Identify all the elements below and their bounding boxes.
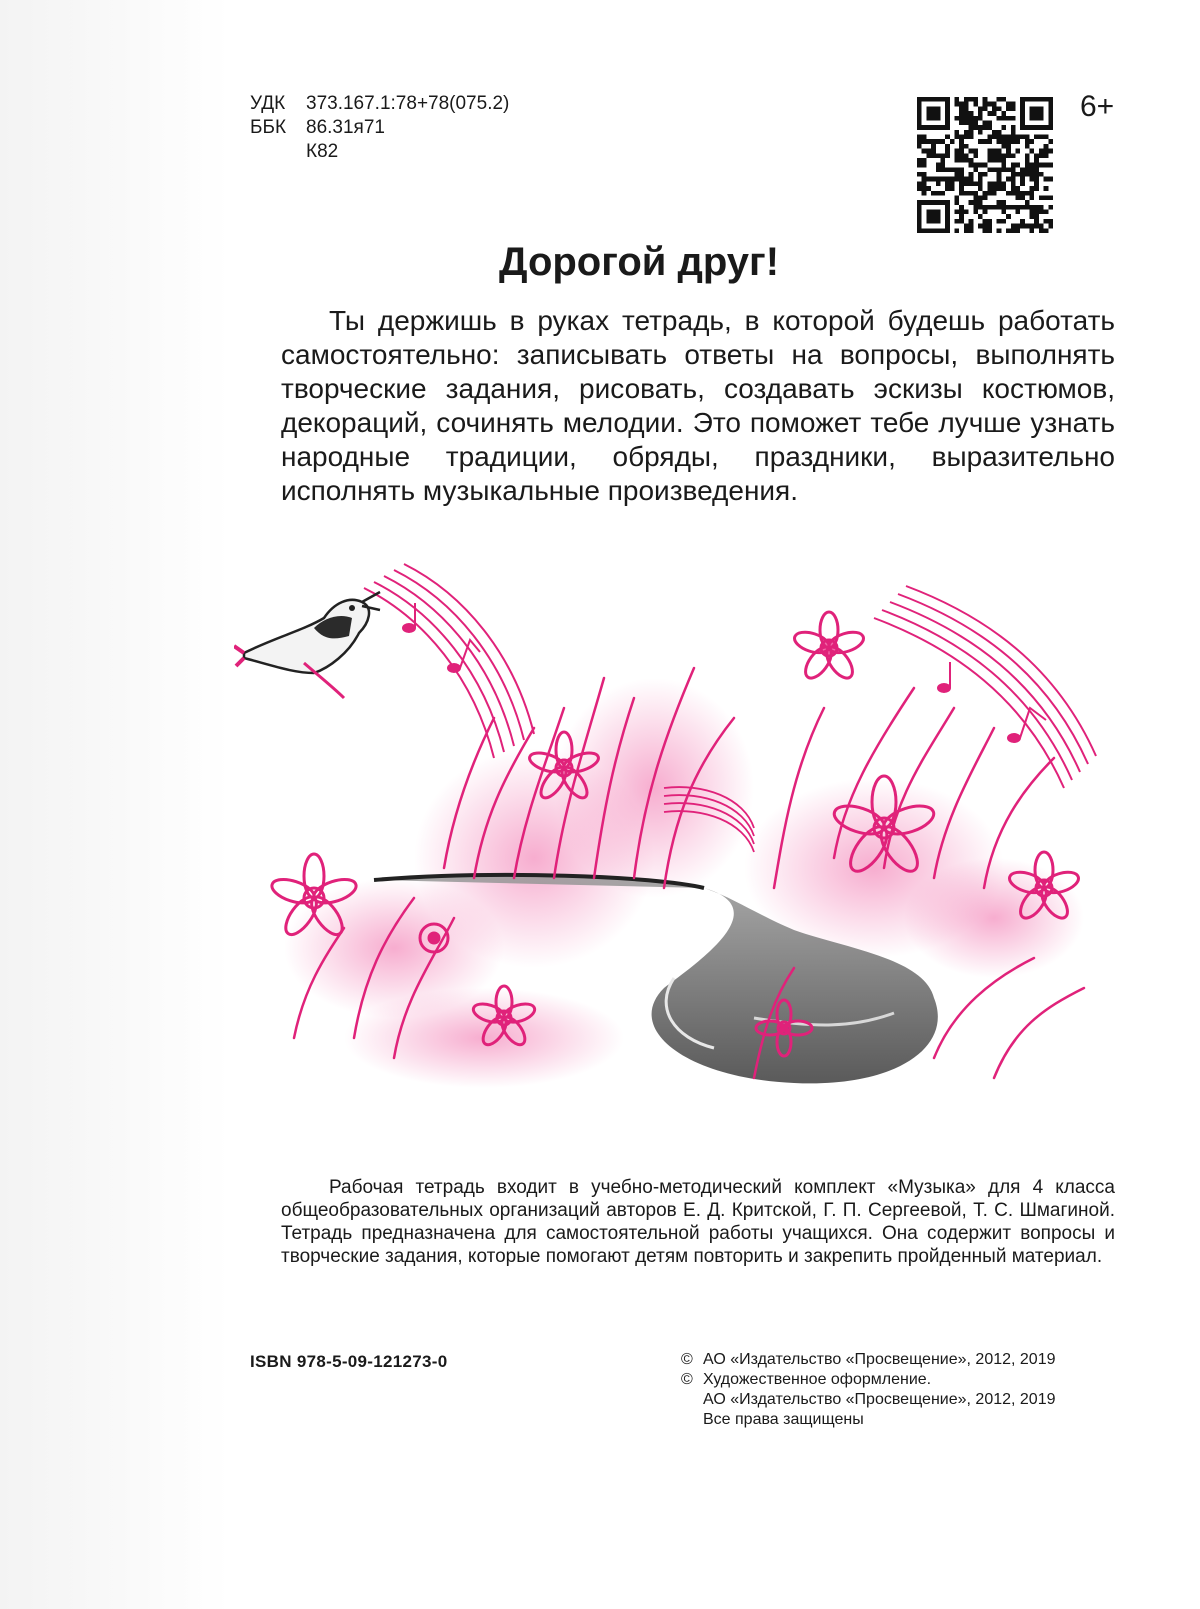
bbk-key: ББК xyxy=(250,117,287,138)
isbn: ISBN 978-5-09-121273-0 xyxy=(250,1352,448,1371)
workbook-description: Рабочая тетрадь входит в учебно-методический комплект «Музыка» для 4 класса общеобразовательных организаций авторов Е. Д. Критской, Г. П. Сергеевой, Т. С. Шмагиной. Тетрадь предназначена для самостоятельной работы учащихся. Она содержит вопросы и творческие задания, которые помогают детям повторить и закрепить пройденный материал. xyxy=(281,1177,1115,1267)
bibliographic-block xyxy=(250,92,509,164)
copyright-block xyxy=(681,1350,1117,1430)
copyright-line-3: АО «Издательство «Просвещение», 2012, 2019 xyxy=(703,1391,1056,1408)
copyright-line-2: Художественное оформление. xyxy=(703,1371,932,1388)
copyright-line-4: Все права защищены xyxy=(703,1411,864,1428)
copyright-line-1: АО «Издательство «Просвещение», 2012, 2019 xyxy=(703,1351,1056,1368)
music-staff-right xyxy=(874,586,1096,788)
author-mark-row xyxy=(250,140,509,164)
copyright-symbol: © xyxy=(681,1351,693,1368)
bbk-row xyxy=(250,116,509,140)
bbk-value: 86.31я71 xyxy=(306,117,385,138)
page-title: Дорогой друг! xyxy=(498,240,780,284)
meadow-illustration xyxy=(234,558,1124,1118)
age-rating: 6+ xyxy=(1080,90,1115,123)
udk-value: 373.167.1:78+78(075.2) xyxy=(306,93,510,114)
udk-key: УДК xyxy=(250,93,286,114)
music-staff-left xyxy=(364,564,534,758)
bird-icon xyxy=(234,592,380,698)
udk-row xyxy=(250,92,509,116)
intro-paragraph: Ты держишь в руках тетрадь, в которой будешь работать самостоятельно: записывать ответы на вопросы, выполнять творческие задания, рисовать, создавать эскизы костюмов, декораций, сочинять мелодии. Это поможет тебе лучше узнать народные традиции, обряды, праздники, выразительно исполнять музыкальные произведения. xyxy=(281,305,1115,506)
copyright-symbol: © xyxy=(681,1371,693,1388)
qr-code-icon xyxy=(917,97,1053,233)
author-mark: К82 xyxy=(306,141,339,162)
